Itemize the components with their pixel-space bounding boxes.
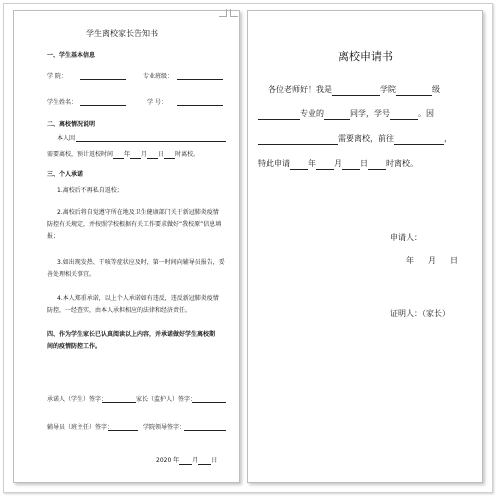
month-text: 月 — [141, 151, 148, 158]
promise-2-line-3: 报； — [47, 233, 60, 240]
student-sign-blank — [102, 396, 136, 403]
sign-month-text: 月 — [428, 256, 436, 265]
name-blank — [80, 99, 126, 106]
grade-text: 级 — [432, 85, 440, 94]
section-parent-line-2: 间的疫情防控工作。 — [47, 343, 102, 350]
leave-application-page — [247, 10, 483, 483]
leader-sign-blank — [184, 424, 226, 431]
plan-hour-blank — [368, 160, 386, 170]
date-day-blank — [198, 458, 211, 465]
promise-2-line-1: 2.离校后将自觉遵守所在地及卫生健康部门关于新冠肺炎疫情 — [57, 209, 219, 216]
signing-date — [156, 457, 217, 465]
plan-month-blank — [316, 160, 334, 170]
parent-notice-page — [13, 10, 240, 483]
application-line-4 — [258, 158, 418, 170]
leave-tail-text: 时离校。 — [386, 159, 418, 168]
return-label: 需要离校，预计返校时间 — [47, 151, 114, 158]
section-parent-line-1: 四、作为学生家长已认真阅读以上内容，并承诺做好学生离校期 — [47, 331, 216, 338]
school-blank — [80, 73, 126, 80]
return-text — [47, 151, 199, 159]
reason-label: 本人因 — [57, 135, 76, 142]
sign-date — [406, 255, 458, 267]
year-text: 年 — [124, 151, 131, 158]
student-number-blank — [390, 110, 418, 120]
sign-year-text: 年 — [406, 256, 414, 265]
promise-4-line-1: 4.本人郑重承诺，以上个人承诺如有违反，违反新冠肺炎疫情 — [57, 295, 219, 302]
college-text: 学院 — [380, 85, 396, 94]
month-blank — [130, 152, 141, 159]
application-line-2 — [258, 108, 434, 120]
date-day-text: 日 — [211, 457, 218, 464]
date-year-text: 2020 年 — [156, 457, 180, 464]
application-line-1 — [268, 84, 440, 96]
parent-sign-label: 家长（监护人）签字： — [136, 396, 197, 403]
day-blank — [147, 152, 158, 159]
classmate-text: 同学，学号 — [350, 109, 390, 118]
greeting-text: 各位老师好！我是 — [268, 85, 332, 94]
plan-day-text: 日 — [360, 159, 368, 168]
promise-2-line-2: 防控有关规定，并按照学校根据有关工作要求做好“我校原”信息填 — [47, 221, 222, 228]
day-text: 日 — [158, 151, 165, 158]
student-sign-label: 承诺人（学生）签字： — [47, 396, 108, 403]
promise-3-line-2: 善处理相关事宜。 — [47, 271, 96, 278]
promise-4-line-2: 防控，一经查实，由本人承担相应的法律和经济责任。 — [47, 307, 192, 314]
promise-3-line-1: 3.如出现发热、干咳等症状应及时，第一时间向辅导员报告，妥 — [57, 259, 225, 266]
sign-day-text: 日 — [450, 256, 458, 265]
section-leave-info: 二、离校情况说明 — [47, 121, 96, 128]
hour-blank — [164, 152, 175, 159]
name-label: 学生姓名： — [47, 99, 78, 106]
grade-blank — [396, 86, 432, 96]
plan-prefix-text: 特此申请 — [258, 159, 290, 168]
date-month-text: 月 — [192, 457, 199, 464]
counselor-sign-blank — [108, 424, 138, 431]
major-blank — [177, 73, 223, 80]
applicant-label: 申请人： — [390, 233, 422, 242]
plan-month-text: 月 — [334, 159, 342, 168]
notice-title: 学生离校家长告知书 — [86, 29, 158, 38]
student-id-label: 学 号： — [147, 99, 167, 106]
school-label: 学 院： — [47, 73, 67, 80]
return-tail: 时离校。 — [175, 151, 200, 158]
major-label: 专业班级： — [143, 73, 174, 80]
parent-sign-blank — [192, 396, 226, 403]
need-leave-text: 需要离校，前往 — [338, 134, 394, 143]
destination-blank — [394, 135, 444, 145]
major-blank-right — [258, 110, 300, 120]
witness-label: 证明人：（家长） — [390, 309, 450, 318]
application-title: 离校申请书 — [338, 50, 393, 63]
crop-mark-right — [230, 9, 238, 17]
year-blank — [113, 152, 124, 159]
college-blank — [332, 86, 380, 96]
date-month-blank — [179, 458, 192, 465]
major-text: 专业的 — [300, 109, 324, 118]
comma-text: ， — [444, 134, 452, 143]
crop-mark-left — [219, 9, 227, 17]
student-id-blank — [177, 99, 223, 106]
because-text: 。因 — [418, 109, 434, 118]
plan-day-blank — [342, 160, 360, 170]
section-promise: 三、个人承诺 — [47, 171, 84, 178]
promise-1: 1.离校后不再私自返校； — [57, 187, 123, 194]
application-line-3 — [258, 133, 452, 145]
reason-blank-right — [258, 135, 338, 145]
counselor-sign-label: 辅导员（班主任）签字： — [47, 424, 114, 431]
reason-blank — [76, 135, 226, 142]
section-basic-info: 一、学生基本信息 — [47, 52, 96, 59]
plan-year-text: 年 — [308, 159, 316, 168]
plan-year-blank — [290, 160, 308, 170]
leader-sign-label: 学院领导签字： — [143, 424, 186, 431]
classmate-blank — [324, 110, 350, 120]
